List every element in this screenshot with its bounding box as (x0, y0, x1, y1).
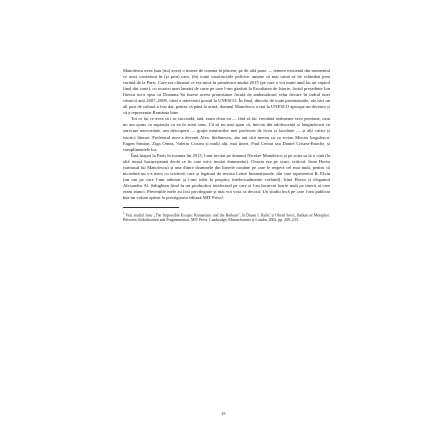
book-page (123, 68, 330, 438)
paragraph-3: Însă înapoi la Paris în toamna lui 2015, l-am invitat pe domnul Nicolae Manolescu și pe soția sa la o cină (la altă terasă bucureșteană decât ce în care mi-a invitat dumnealui). Ocazia era pe scurt, criticul: Irina Horea (urmașul lui Manolescu) și una dintre doamnele din literele române pe care le respect cel mai mult, pentru că niciodată nu s-a mers cu scriitorii care și legătură de revista Lettre Internationale, din care reprezentat B. Elvin (un om pe care l-am admirat și l-am iubit la propriu, intelectualmente vorbind). Irina Horea și elegantul Alexandru Al. Șahighian fiind în un producător intelectual pe care și l-au încurcat foarte mult pe tinerii ai care eram atunci. Pretențiile mele au fost privilegiate și mai voi vota ca decizii. Un studiu încă pe care l-am publicat într-un volum apărut la prestigioasa editură MIT Press¹. (123, 152, 330, 200)
paragraph-1: Manolescu avea (sau [nu] avea) o timere de cinema la plăcere, pe de altă parte — temere existentă din momentul ce avea conexiuni în (și prin) care, (în) toate construcțiile politice, anume că mai urmă să fie schimbat prea curând de la Paris. Care era climatul ce era mică în primăvara anului 2015 (pe care o voi numi anul lui un capitol final din carte), co ocaziei unei lansări de carte pe care l-am găzduit la Facultatea de Istorie, fostul președinte Ion Iliescu mi-a spus că Doamna Sa fusese aceea promisiune făcută de ambasadorul celui fiecare în cadrul unei căsnicii anii 2007–2008, când a intervenit postul la UNESCO. În final, dincolo de toate promisiunile, ale nici un alt post de cultură a fost dat, pentru că până la urmă, domnul Manolescu a stat la UNESCO aproape un deceniu și că a reprezentat România bine. (123, 68, 330, 116)
footnote-divider (123, 207, 179, 208)
body-text (123, 68, 330, 201)
footnote (123, 211, 330, 223)
page-number: 15 (221, 411, 226, 416)
paragraph-2: Tot ce lui ce avea să i se succeadă, iată, eram chiar eu — fără să fac vreodată realmente vreo presiune, cum nu am ajuns cu aspirația cu ea în acest sens. Că să nu mai spun că, într-un din adolescență și lungindu-mi cu oarecare nervozitate, am descoperit — grație mărturiilor mei profesori de liceu și facultate — și alți critici și istorici literari. Preferatul meu a devenit Alex. Ștefănescu, dar am citit mereu cu ce scriau Mircea Iorgulescu, Eugen Simion, Ziga Ornea, Valeriu Cristea și mulți alți, mai tineri, Paul Cernat sau Daniel Cristea-Enache, și complimentele lor. (123, 116, 330, 152)
footnote-number: 1 (123, 211, 125, 216)
footnote-text: Vezi studiul meu „The Impossible Escape: Romanians and the Balkans", în Dușan I. Bjelić și Obrad Savić, Balkan as Metaphor: Between Globalization and Fragmentation, MIT Press, Cambridge, Massachusetts și Londra, 2002, pp. 209–233. (123, 213, 330, 223)
